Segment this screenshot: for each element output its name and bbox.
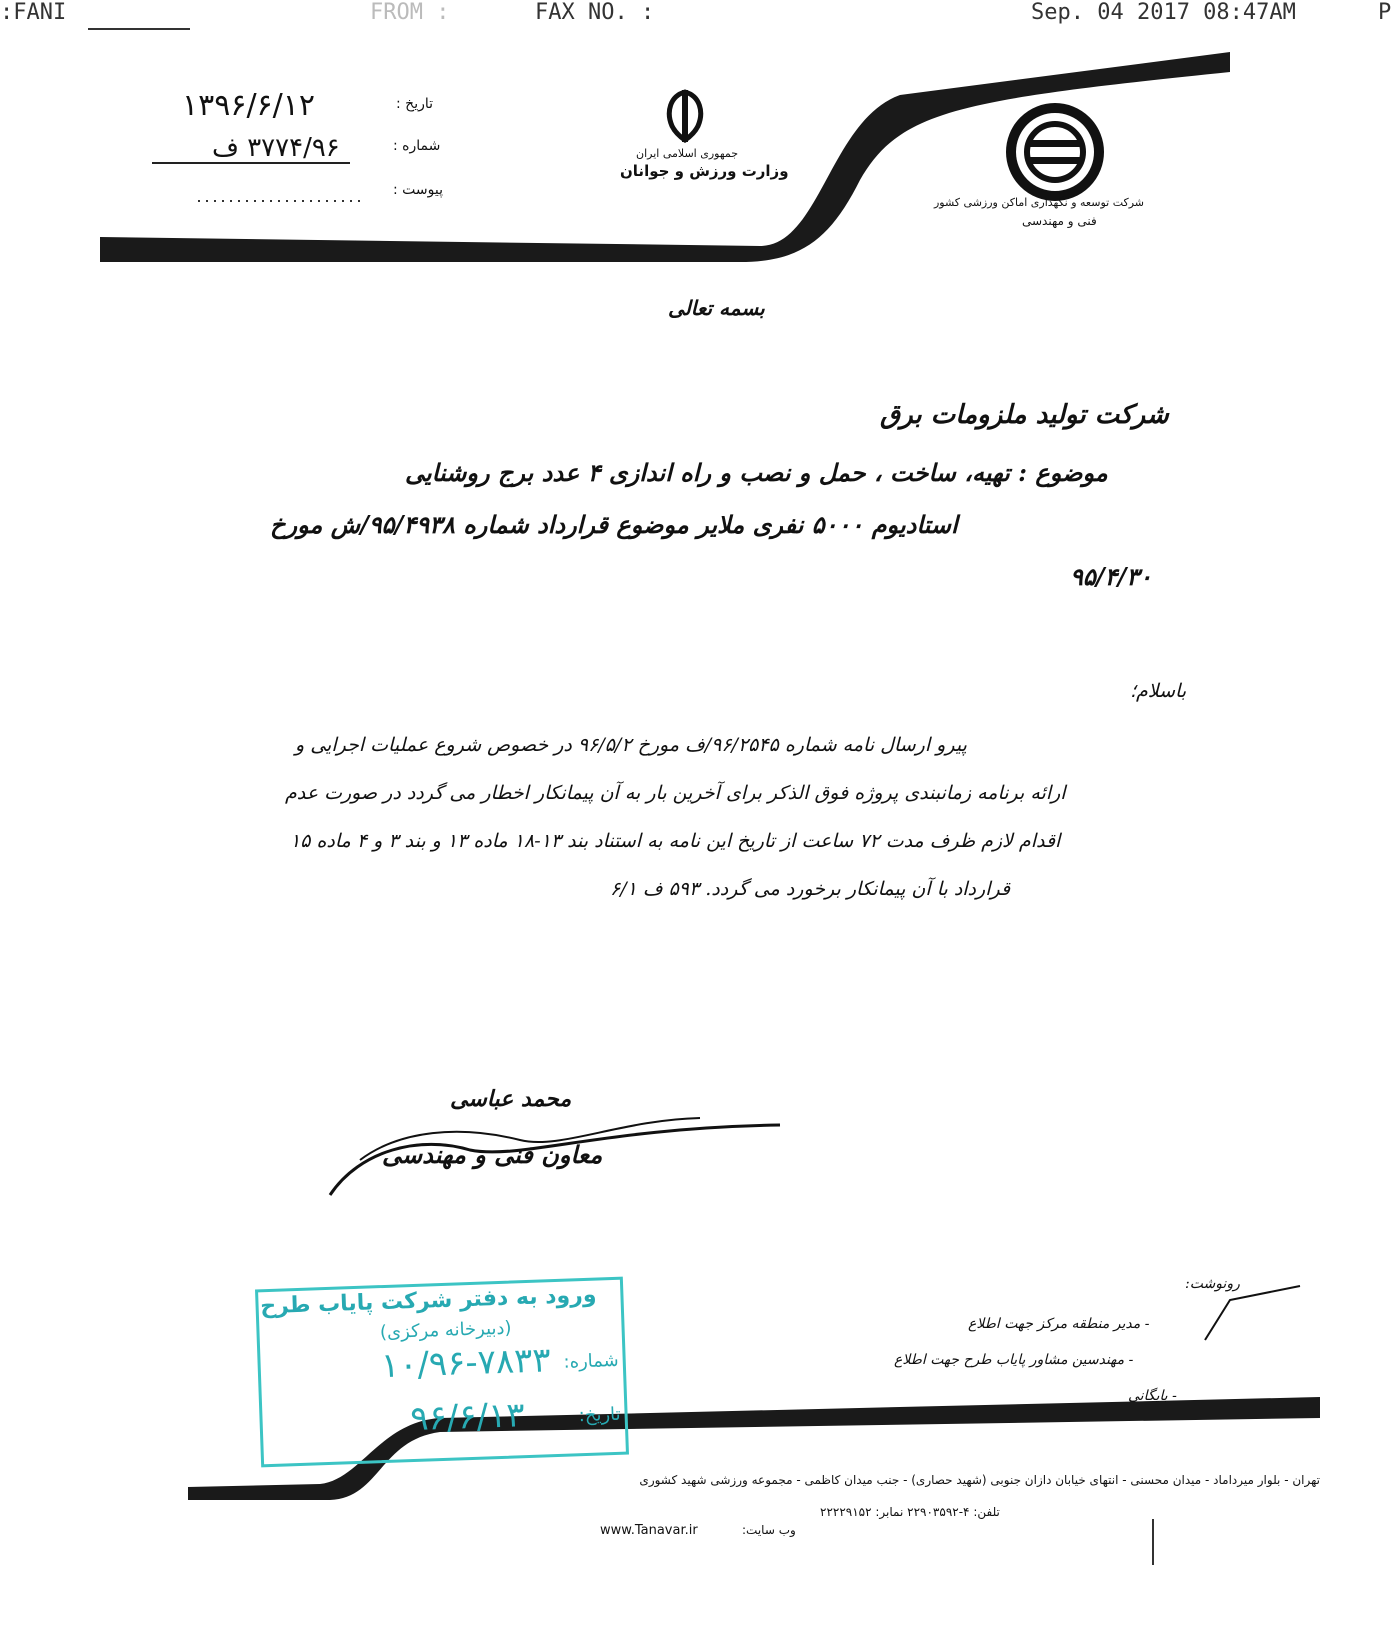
footer-website-label: وب سایت: xyxy=(742,1523,796,1537)
footer-website: www.Tanavar.ir xyxy=(600,1523,698,1538)
number-label: شماره : xyxy=(393,138,441,154)
company-logo-icon xyxy=(1005,102,1105,202)
stamp-date-value: ۹۶/۶/۱۳ xyxy=(409,1395,526,1440)
greeting: باسلام؛ xyxy=(1130,680,1187,702)
ministry-line2: وزارت ورزش و جوانان xyxy=(620,162,789,180)
cc-item-3: - بایگانی xyxy=(1128,1388,1177,1404)
stamp-number-value: ۱۰/۹۶-۷۸۳۳ xyxy=(380,1340,552,1387)
invocation: بسمه تعالی xyxy=(668,296,765,320)
fax-from-label: FROM : xyxy=(370,0,450,25)
number-value: ۳۷۷۴/۹۶ ف xyxy=(212,133,340,163)
recipient: شرکت تولید ملزومات برق xyxy=(880,400,1169,430)
fax-timestamp: Sep. 04 2017 08:47AM xyxy=(1031,0,1296,25)
ministry-line1: جمهوری اسلامی ایران xyxy=(636,147,739,160)
cc-item-2: - مهندسین مشاور پایاب طرح جهت اطلاع xyxy=(894,1352,1134,1368)
footer-phone: تلفن: ۴-۲۲۹۰۳۵۹۲ نمابر: ۲۲۲۲۹۱۵۲ xyxy=(820,1505,1000,1519)
company-line1: شرکت توسعه و نگهداری اماکن ورزشی کشور xyxy=(934,196,1145,209)
signatory-name: محمد عباسی xyxy=(450,1086,572,1112)
body-line-2: ارائه برنامه زمانبندی پروژه فوق الذکر برای آخرین بار به آن پیمانکار اخطار می گردد در صورت عدم xyxy=(285,782,1066,804)
subject-line2: استادیوم ۵۰۰۰ نفری ملایر موضوع قرارداد شماره ۹۵/۴۹۳۸/ش مورخ xyxy=(270,510,958,539)
fax-sender: :FANI xyxy=(0,0,67,25)
stamp-line1: ورود به دفتر شرکت پایاب طرح xyxy=(259,1282,597,1320)
footer-address: تهران - بلوار میرداماد - میدان محسنی - انتهای خیابان دازان جنوبی (شهید حصاری) - جنب میدان کاظمی - مجموعه ورزشی شهید کشوری xyxy=(639,1473,1320,1487)
attachment-label: پیوست : xyxy=(393,182,443,198)
date-label: تاریخ : xyxy=(396,96,434,112)
signatory-title: معاون فنی و مهندسی xyxy=(382,1140,603,1169)
cc-item-1: - مدیر منطقه مرکز جهت اطلاع xyxy=(968,1316,1150,1332)
cc-heading: رونوشت: xyxy=(1185,1276,1240,1292)
subject-line3: ۹۵/۴/۳۰ xyxy=(1070,562,1152,591)
stamp-date-label: تاریخ: xyxy=(578,1403,621,1427)
iran-emblem-icon xyxy=(660,88,710,144)
fax-number-label: FAX NO. : xyxy=(535,0,655,25)
body-line-4: قرارداد با آن پیمانکار برخورد می گردد. ۵۹۳ ف ۶/۱ xyxy=(610,878,1011,900)
stamp-line2: (دبیرخانه مرکزی) xyxy=(379,1317,512,1344)
stamp-number-label: شماره: xyxy=(563,1349,620,1373)
body-line-1: پیرو ارسال نامه شماره ۹۶/۲۵۴۵/ف مورخ ۹۶/۵/۲ در خصوص شروع عملیات اجرایی و xyxy=(295,734,967,756)
subject-line1: موضوع : تهیه، ساخت ، حمل و نصب و راه اندازی ۴ عدد برج روشنایی xyxy=(405,458,1108,487)
date-value: ۱۳۹۶/۶/۱۲ xyxy=(182,88,316,123)
company-line2: فنی و مهندسی xyxy=(1022,214,1097,228)
fax-page-marker: P xyxy=(1378,0,1392,25)
body-line-3: اقدام لازم ظرف مدت ۷۲ ساعت از تاریخ این نامه به استناد بند ۱۳-۱۸ ماده ۱۳ و بند ۳ و ۴ ماده ۱۵ xyxy=(290,830,1061,852)
registry-stamp xyxy=(255,1277,629,1468)
